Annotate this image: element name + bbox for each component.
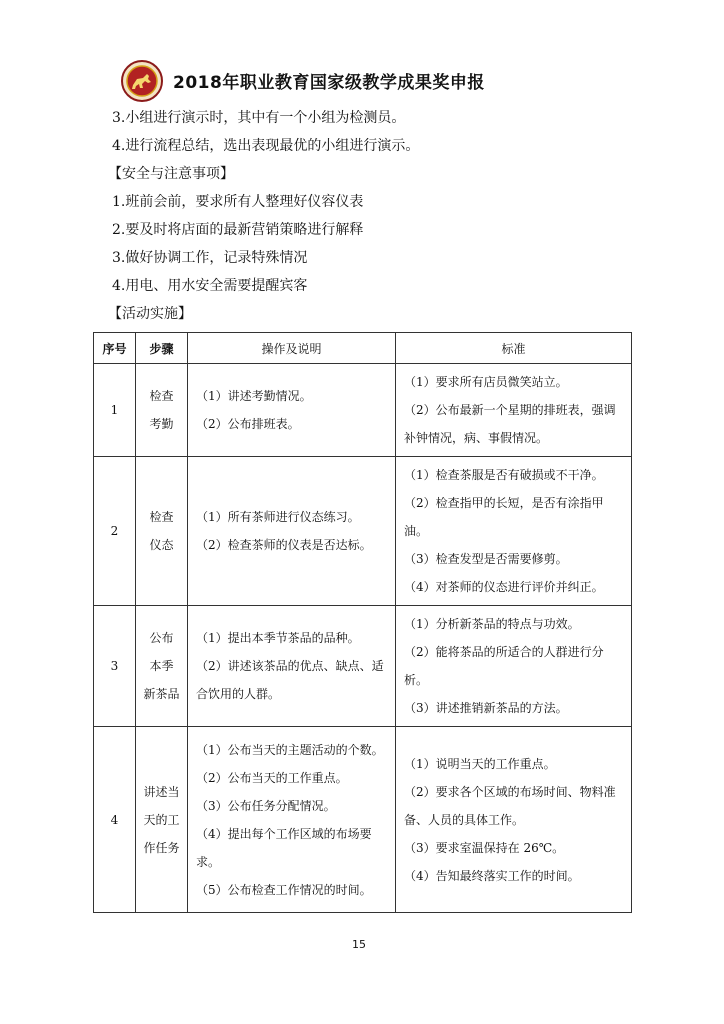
column-header-standard: 标准 [396, 333, 632, 364]
safety-item-1: 1.班前会前，要求所有人整理好仪容仪表 [112, 194, 364, 210]
intro-line-3: 3.小组进行演示时，其中有一个小组为检测员。 [112, 110, 406, 126]
page-header [117, 56, 637, 106]
page-number: 15 [352, 938, 366, 951]
row-step: 检查 仪态 [136, 457, 188, 606]
row-step: 讲述当 天的工 作任务 [136, 727, 188, 913]
row-operations: （1）提出本季节茶品的品种。 （2）讲述该茶品的优点、缺点、适 合饮用的人群。 [188, 606, 396, 727]
table-row [94, 364, 632, 457]
column-header-operations: 操作及说明 [188, 333, 396, 364]
table-row [94, 606, 632, 727]
row-step: 检查 考勤 [136, 364, 188, 457]
table-row [94, 727, 632, 913]
row-standard: （1）分析新茶品的特点与功效。 （2）能将茶品的所适合的人群进行分析。 （3）讲述推销新茶品的方法。 [396, 606, 632, 727]
table-header-row [94, 333, 632, 364]
row-number: 4 [94, 727, 136, 913]
row-step: 公布 本季 新茶品 [136, 606, 188, 727]
row-operations: （1）公布当天的主题活动的个数。 （2）公布当天的工作重点。 （3）公布任务分配情况。 （4）提出每个工作区域的布场要 求。 （5）公布检查工作情况的时间。 [188, 727, 396, 913]
row-operations: （1）讲述考勤情况。 （2）公布排班表。 [188, 364, 396, 457]
column-header-step: 步骤 [136, 333, 188, 364]
activity-table [93, 332, 632, 913]
row-number: 2 [94, 457, 136, 606]
institution-seal-icon [121, 60, 163, 102]
table-row [94, 457, 632, 606]
safety-item-4: 4.用电、用水安全需要提醒宾客 [112, 278, 308, 294]
safety-heading: 【安全与注意事项】 [108, 166, 234, 182]
row-standard: （1）说明当天的工作重点。 （2）要求各个区域的布场时间、物料准 备、人员的具体工作。 （3）要求室温保持在 26℃。 （4）告知最终落实工作的时间。 [396, 727, 632, 913]
safety-item-3: 3.做好协调工作，记录特殊情况 [112, 250, 308, 266]
row-number: 3 [94, 606, 136, 727]
row-number: 1 [94, 364, 136, 457]
row-operations: （1）所有茶师进行仪态练习。 （2）检查茶师的仪表是否达标。 [188, 457, 396, 606]
row-standard: （1）检查茶服是否有破损或不干净。 （2）检查指甲的长短，是否有涂指甲油。 （3）检查发型是否需要修剪。 （4）对茶师的仪态进行评价并纠正。 [396, 457, 632, 606]
row-standard: （1）要求所有店员微笑站立。 （2）公布最新一个星期的排班表，强调 补钟情况，病、事假情况。 [396, 364, 632, 457]
column-header-number: 序号 [94, 333, 136, 364]
intro-line-4: 4.进行流程总结，选出表现最优的小组进行演示。 [112, 138, 420, 154]
header-title: 2018年职业教育国家级教学成果奖申报 [173, 73, 485, 93]
activity-heading: 【活动实施】 [108, 306, 192, 322]
safety-item-2: 2.要及时将店面的最新营销策略进行解释 [112, 222, 364, 238]
